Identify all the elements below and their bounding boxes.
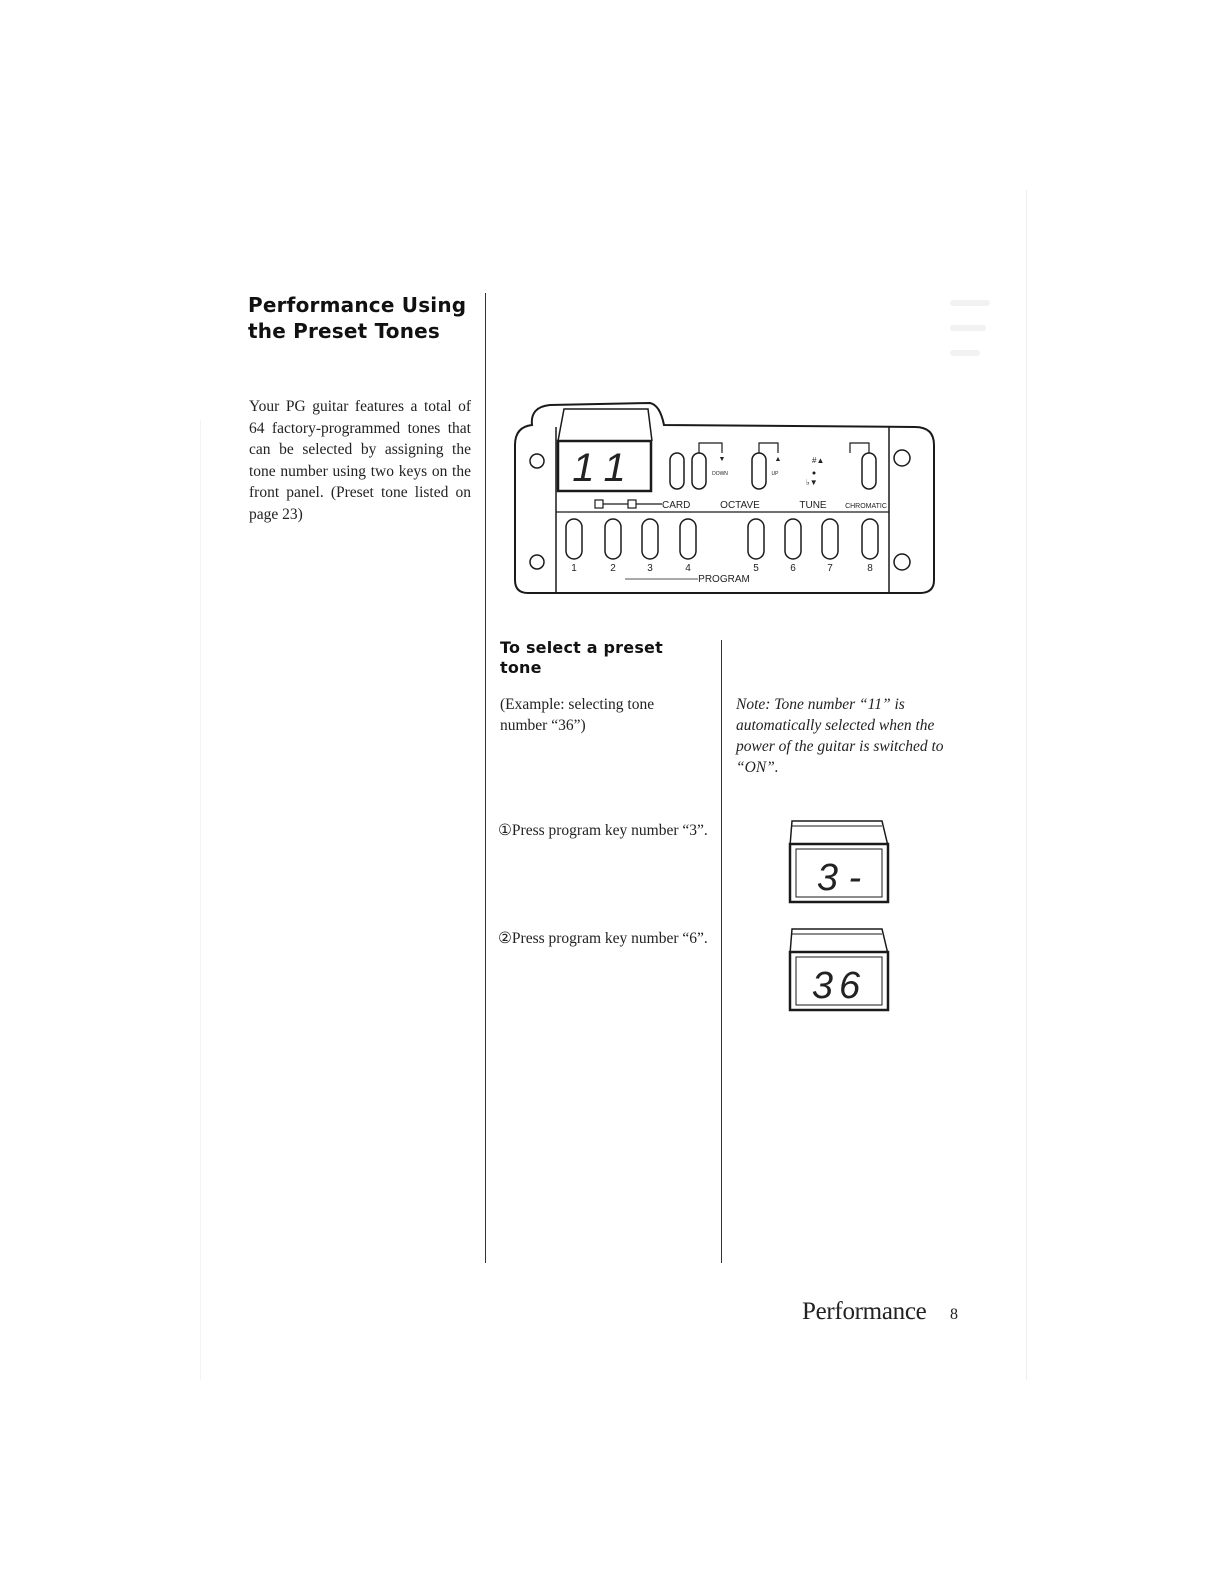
page-edge-line	[1026, 190, 1027, 1380]
program-key-label: 5	[753, 563, 759, 574]
column-divider-left	[485, 293, 486, 1263]
octave-down-arrow-icon: ▼	[718, 456, 726, 463]
footer-section-label: Performance	[802, 1298, 927, 1325]
note-text: Note: Tone number “11” is automatically selected when the power of the guitar is switched to “ON”.	[736, 696, 944, 776]
display-step-2	[786, 926, 892, 1016]
program-key-label: 8	[867, 563, 873, 574]
label-card: CARD	[662, 500, 691, 511]
section-title	[248, 292, 478, 344]
intro-paragraph: Your PG guitar features a total of 64 factory-programmed tones that can be selected by assigning the tone number using two keys on the front panel. (Preset tone listed on page 23)	[249, 398, 471, 523]
tune-sharp-icon: #▲	[812, 456, 825, 465]
bleed-through	[950, 350, 980, 356]
screw-hole	[530, 454, 544, 468]
screw-hole	[894, 450, 910, 466]
program-key-5	[748, 519, 764, 559]
card-led-a	[595, 500, 603, 508]
section-title-line2: the Preset Tones	[248, 319, 441, 343]
step-2-text: Press program key number “6”.	[511, 930, 708, 947]
program-key-2	[605, 519, 621, 559]
page-number: 8	[950, 1306, 958, 1323]
screw-hole	[894, 554, 910, 570]
example-text: (Example: selecting tone number “36”)	[500, 696, 655, 734]
procedure-title-line2: tone	[500, 658, 542, 677]
program-key-label: 3	[647, 563, 653, 574]
octave-up-button	[752, 453, 766, 489]
led-display-value: 36	[811, 965, 867, 1007]
step-2-marker: ②	[498, 930, 512, 947]
column-divider-middle	[721, 640, 722, 1263]
program-key-label: 1	[571, 563, 577, 574]
bleed-through	[950, 300, 990, 306]
step-1	[498, 820, 713, 841]
display-step-1	[786, 818, 892, 908]
led-display-value: 3 -	[816, 857, 862, 899]
page-edge-line	[200, 420, 201, 1380]
screw-hole	[530, 555, 544, 569]
program-key-3	[642, 519, 658, 559]
display-hood	[790, 821, 888, 846]
display-hood	[558, 409, 652, 441]
label-octave: OCTAVE	[720, 500, 760, 511]
octave-down-bracket	[699, 443, 722, 453]
step-1-marker: ①	[498, 822, 512, 839]
octave-up-arrow-icon: ▲	[774, 456, 782, 463]
step-2	[498, 928, 713, 949]
procedure-title	[500, 638, 710, 678]
program-key-1	[566, 519, 582, 559]
chromatic-button	[862, 453, 876, 489]
program-key-7	[822, 519, 838, 559]
program-key-6	[785, 519, 801, 559]
label-program: PROGRAM	[698, 574, 750, 585]
tune-led	[813, 472, 816, 475]
display-hood	[790, 929, 888, 954]
tune-flat-icon: ♭▼	[806, 478, 818, 487]
program-key-label: 4	[685, 563, 691, 574]
card-led-b	[628, 500, 636, 508]
label-down: DOWN	[712, 471, 728, 477]
label-tune: TUNE	[799, 500, 827, 511]
program-key-label: 6	[790, 563, 796, 574]
chromatic-bracket	[850, 443, 869, 453]
step-1-text: Press program key number “3”.	[511, 822, 708, 839]
label-up: UP	[771, 471, 779, 477]
label-chromatic: CHROMATIC	[845, 503, 887, 510]
led-display-value: 11	[572, 446, 638, 490]
program-key-4	[680, 519, 696, 559]
program-key-label: 7	[827, 563, 833, 574]
program-key-label: 2	[610, 563, 616, 574]
card-button	[670, 453, 684, 489]
procedure-title-line1: To select a preset	[500, 638, 663, 657]
front-panel-diagram	[510, 395, 940, 597]
section-title-line1: Performance Using	[248, 293, 467, 317]
bleed-through	[950, 325, 986, 331]
octave-up-bracket	[759, 443, 778, 453]
program-key-8	[862, 519, 878, 559]
octave-down-button	[692, 453, 706, 489]
